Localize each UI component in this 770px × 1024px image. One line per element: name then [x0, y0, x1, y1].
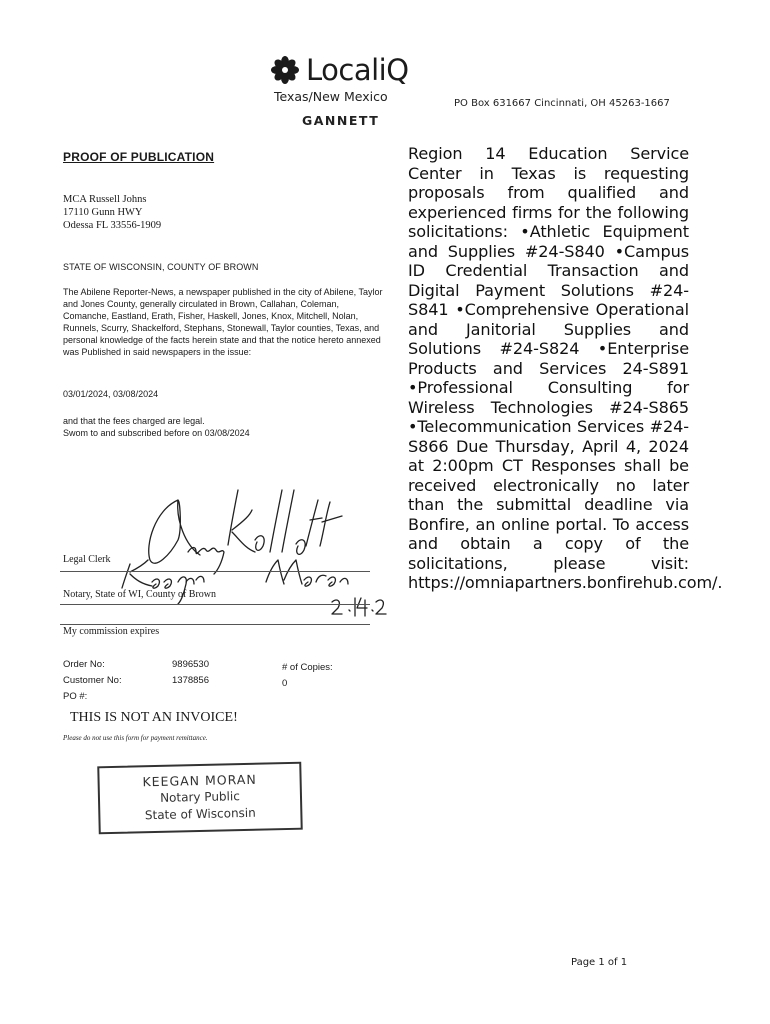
customer-no-label: Customer No: — [63, 675, 122, 686]
remittance-note: Please do not use this form for payment remittance. — [63, 734, 208, 742]
commission-line — [60, 624, 370, 625]
handwritten-signatures — [60, 460, 390, 640]
legal-clerk-signature-line — [60, 571, 370, 572]
brand-name: LocaliQ — [306, 53, 409, 87]
address-line: Odessa FL 33556-1909 — [63, 220, 162, 231]
address-line: 17110 Gunn HWY — [63, 207, 143, 218]
notary-label: Notary, State of WI, County of Brown — [63, 589, 217, 600]
localiq-logo — [270, 52, 409, 88]
fees-statement — [63, 416, 250, 439]
state-county-line: STATE OF WISCONSIN, COUNTY OF BROWN — [63, 262, 259, 272]
copies-label: # of Copies: — [282, 662, 333, 673]
sworn-line: Swom to and subscribed before on 03/08/2024 — [63, 427, 250, 438]
legal-notice-text: Region 14 Education Service Center in Texas is requesting proposals from qualified and experienced firms for the following solicitations: •Athletic Equipment and Supplies #24-S840 •Campus ID Credential Transaction and Digital Payment Solutions #24-S841 •Comprehensive Operational and Janitorial Supplies and Solutions #24-S824 •Enterprise Products and Services 24-S891 •Professional Consulting for Wireless Technologies #24-S865 •Telecommunication Services #24-S866 Due Thursday, April 4, 2024 at 2:00pm CT Responses shall be received electronically no later than the submittal deadline via Bonfire, an online portal. To access and obtain a copy of the solicitations, please visit: https://omniapartners.bonfirehub.com/. — [408, 144, 723, 592]
commission-label: My commission expires — [63, 626, 160, 637]
affidavit-text: The Abilene Reporter-News, a newspaper published in the city of Abilene, Taylor and Jones County, generally circulated in Brown, Callahan, Coleman, Comanche, Eastland, Erath, Fisher, Haskell, Jones, Knox, Mitchell, Nolan, Runnels, Scurry, Shackelford, Stephans, Stonewall, Taylor counties, Texas, and personal knowledge of the facts herein state and that the notice hereto annexed was Published in said newspapers in the issue: — [63, 287, 383, 358]
po-box-address: PO Box 631667 Cincinnati, OH 45263-1667 — [454, 98, 670, 109]
stamp-title: Notary Public — [159, 789, 241, 805]
flower-logo-icon — [270, 55, 300, 85]
page-number: Page 1 of 1 — [571, 957, 628, 968]
legal-clerk-label: Legal Clerk — [63, 554, 111, 565]
address-line: MCA Russell Johns — [63, 194, 147, 205]
issue-dates: 03/01/2024, 03/08/2024 — [63, 389, 159, 399]
order-no-value: 9896530 — [172, 659, 209, 670]
fees-line: and that the fees charged are legal. — [63, 416, 205, 426]
notary-signature-line — [60, 604, 370, 605]
po-label: PO #: — [63, 691, 88, 702]
notary-stamp — [97, 762, 302, 835]
region-label: Texas/New Mexico — [274, 89, 388, 104]
customer-no-value: 1378856 — [172, 675, 209, 686]
not-invoice-notice: THIS IS NOT AN INVOICE! — [70, 710, 238, 725]
order-no-label: Order No: — [63, 659, 105, 670]
stamp-state: State of Wisconsin — [144, 805, 256, 823]
company-name: GANNETT — [302, 113, 380, 128]
proof-title: PROOF OF PUBLICATION — [63, 150, 215, 164]
stamp-name: KEEGAN MORAN — [142, 771, 257, 790]
recipient-address — [63, 193, 161, 232]
copies-value: 0 — [282, 678, 288, 689]
